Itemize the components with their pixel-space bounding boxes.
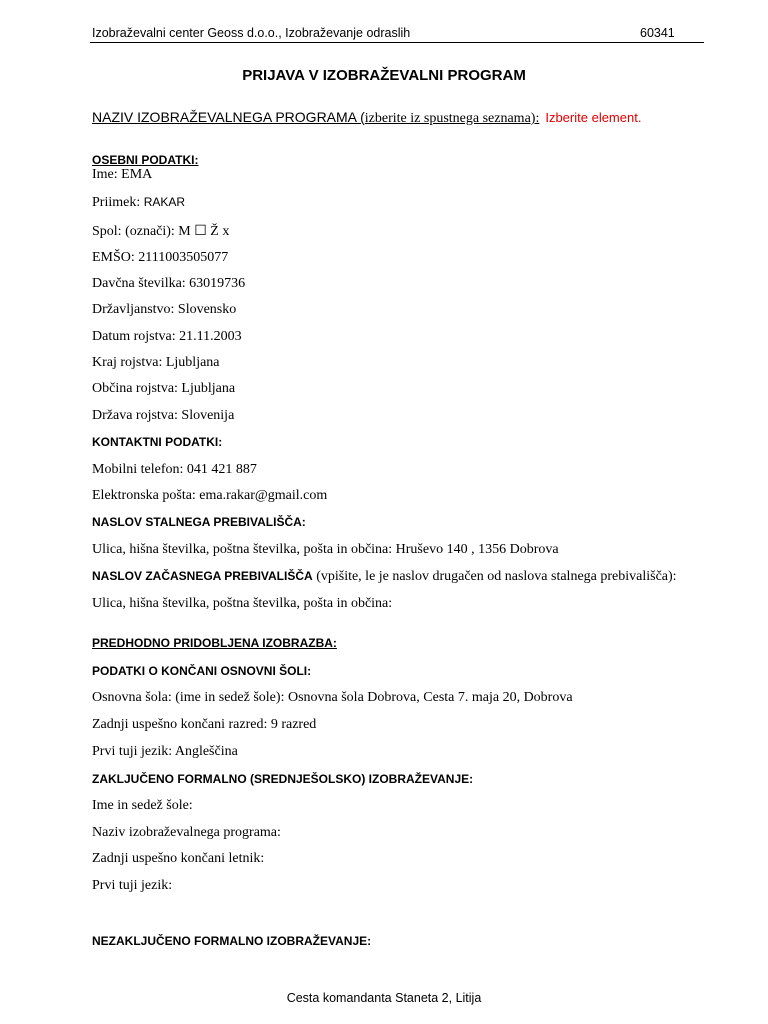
personal-name: Ime: EMA	[92, 167, 153, 182]
header-divider	[90, 42, 704, 43]
personal-heading: OSEBNI PODATKI:	[92, 153, 199, 167]
personal-birth-date: Datum rojstva: 21.11.2003	[92, 329, 242, 344]
surname-label: Priimek:	[92, 195, 144, 210]
permanent-address-heading: NASLOV STALNEGA PREBIVALIŠČA:	[92, 515, 306, 529]
footer-address: Cesta komandanta Staneta 2, Litija	[286, 991, 482, 1005]
primary-school-heading: PODATKI O KONČANI OSNOVNI ŠOLI:	[92, 664, 312, 678]
personal-citizenship: Državljanstvo: Slovensko	[92, 302, 237, 317]
personal-birth-country: Država rojstva: Slovenija	[92, 408, 235, 423]
education-heading: PREDHODNO PRIDOBLJENA IZOBRAZBA:	[92, 636, 337, 650]
program-dropdown[interactable]: Izberite element.	[545, 110, 642, 125]
unfinished-heading: NEZAKLJUČENO FORMALNO IZOBRAŽEVANJE:	[92, 934, 372, 948]
header-organization: Izobraževalni center Geoss d.o.o., Izobraževanje odraslih	[92, 26, 411, 40]
contact-heading: KONTAKTNI PODATKI:	[92, 435, 223, 449]
personal-birth-municipality: Občina rojstva: Ljubljana	[92, 381, 236, 396]
personal-birth-place: Kraj rojstva: Ljubljana	[92, 355, 220, 370]
program-field	[92, 109, 641, 127]
secondary-heading: ZAKLJUČENO FORMALNO (SREDNJEŠOLSKO) IZOBRAŽEVANJE:	[92, 772, 474, 786]
document-title: PRIJAVA V IZOBRAŽEVALNI PROGRAM	[242, 67, 526, 84]
contact-phone: Mobilni telefon: 041 421 887	[92, 462, 257, 477]
temporary-address-heading-row	[92, 569, 677, 585]
permanent-address-line: Ulica, hišna številka, poštna številka, pošta in občina: Hruševo 140 , 1356 Dobrova	[92, 542, 559, 557]
primary-language: Prvi tuji jezik: Angleščina	[92, 744, 238, 759]
header-code: 60341	[640, 26, 675, 40]
contact-email: Elektronska pošta: ema.rakar@gmail.com	[92, 488, 328, 503]
personal-emso: EMŠO: 2111003505077	[92, 250, 229, 265]
secondary-program: Naziv izobraževalnega programa:	[92, 825, 281, 840]
temporary-address-hint: (vpišite, le je naslov drugačen od naslova stalnega prebivališča):	[312, 569, 677, 584]
personal-gender: Spol: (označi): M ☐ Ž x	[92, 224, 230, 239]
primary-grade: Zadnji uspešno končani razred: 9 razred	[92, 717, 317, 732]
program-hint: izberite iz spustnega seznama):	[364, 111, 540, 126]
temporary-address-heading: NASLOV ZAČASNEGA PREBIVALIŠČA	[92, 569, 313, 583]
personal-tax: Davčna številka: 63019736	[92, 276, 246, 291]
secondary-year: Zadnji uspešno končani letnik:	[92, 851, 265, 866]
surname-value: RAKAR	[143, 195, 186, 209]
secondary-language: Prvi tuji jezik:	[92, 878, 173, 893]
program-label: NAZIV IZOBRAŽEVALNEGA PROGRAMA (	[92, 109, 365, 125]
secondary-school: Ime in sedež šole:	[92, 798, 193, 813]
personal-surname	[92, 195, 185, 211]
primary-school: Osnovna šola: (ime in sedež šole): Osnovna šola Dobrova, Cesta 7. maja 20, Dobrova	[92, 690, 573, 705]
temporary-address-line: Ulica, hišna številka, poštna številka, pošta in občina:	[92, 596, 393, 611]
